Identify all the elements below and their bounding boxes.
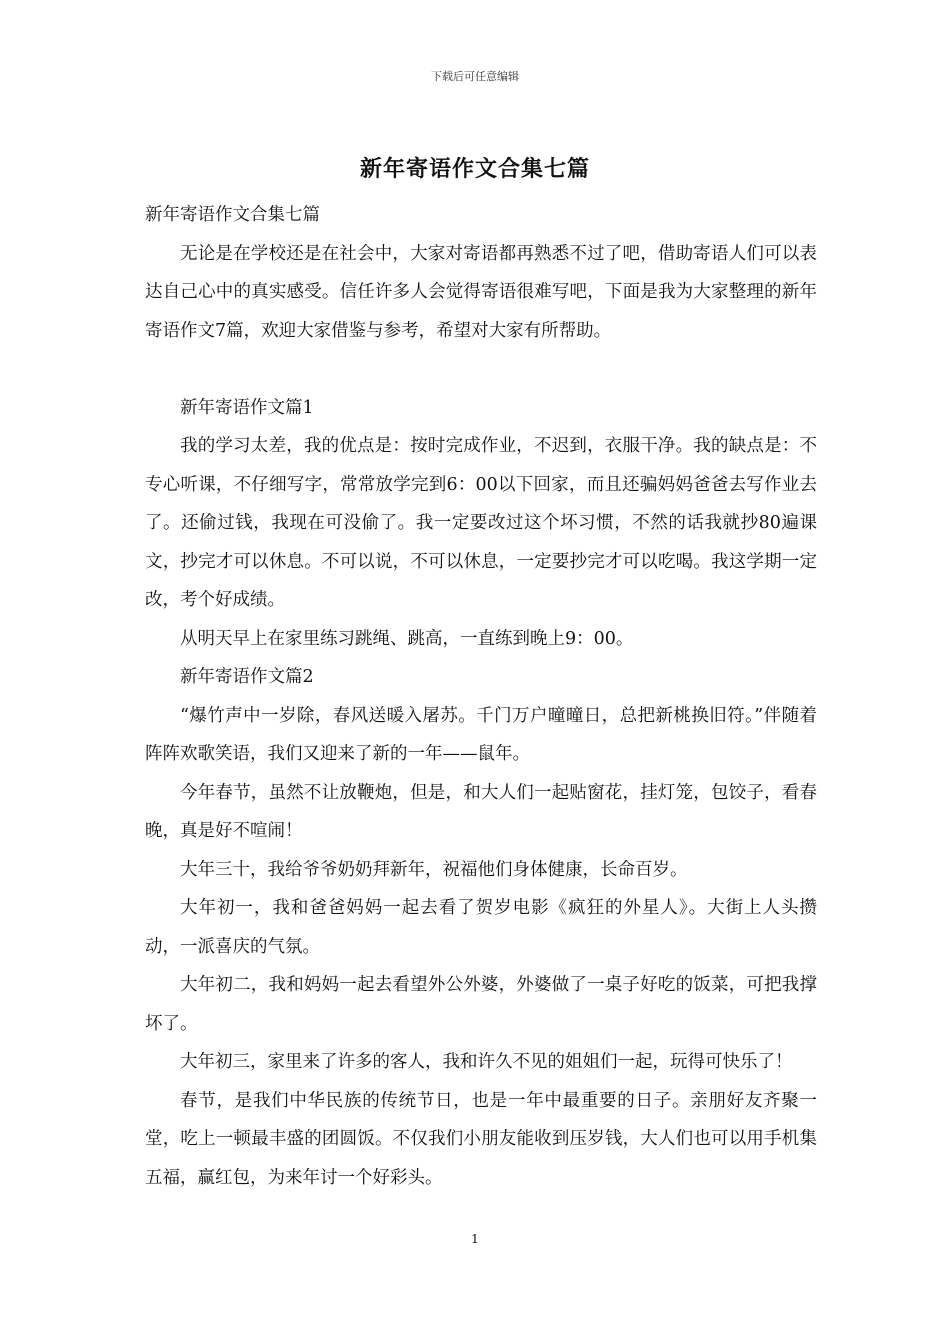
body-paragraph: 大年初二，我和妈妈一起去看望外公外婆，外婆做了一桌子好吃的饭菜，可把我撑坏了。: [145, 975, 817, 1034]
subtitle-paragraph: 新年寄语作文合集七篇: [145, 205, 320, 225]
body-paragraph: 大年初三，家里来了许多的客人，我和许久不见的姐姐们一起，玩得可快乐了！: [180, 1052, 793, 1072]
body-paragraph: 我的学习太差，我的优点是：按时完成作业，不迟到，衣服干净。我的缺点是：不专心听课，不仔细写字，常常放学完到6：00以下回家，而且还骗妈妈爸爸去写作业去了。还偷过钱，我现在可没偷了。我一定要改过这个坏习惯，不然的话我就抄80遍课文，抄完才可以休息。不可以说，不可以休息，一定要抄完才可以吃喝。我这学期一定改，考个好成绩。: [145, 436, 817, 610]
body-paragraph: 今年春节，虽然不让放鞭炮，但是，和大人们一起贴窗花，挂灯笼，包饺子，看春晚，真是好不喧闹！: [145, 782, 817, 841]
body-paragraph: 大年初一，我和爸爸妈妈一起去看了贺岁电影《疯狂的外星人》。大街上人头攒动，一派喜庆的气氛。: [145, 898, 817, 957]
body-paragraph: 春节，是我们中华民族的传统节日，也是一年中最重要的日子。亲朋好友齐聚一堂，吃上一顿最丰盛的团圆饭。不仅我们小朋友能收到压岁钱，大人们也可以用手机集五福，赢红包，为来年讨一个好彩头。: [145, 1090, 817, 1188]
header-note: 下载后可任意编辑: [431, 70, 519, 83]
section-heading-2: 新年寄语作文篇2: [180, 667, 314, 687]
intro-paragraph: 无论是在学校还是在社会中，大家对寄语都再熟悉不过了吧，借助寄语人们可以表达自己心中的真实感受。信任许多人会觉得寄语很难写吧，下面是我为大家整理的新年寄语作文7篇，欢迎大家借鉴与参考，希望对大家有所帮助。: [145, 243, 817, 341]
body-paragraph: 大年三十，我给爷爷奶奶拜新年，祝福他们身体健康，长命百岁。: [180, 859, 688, 880]
blank-line: [145, 350, 817, 389]
body-paragraph: 从明天早上在家里练习跳绳、跳高，一直练到晚上9：00。: [180, 628, 634, 649]
section-heading-1: 新年寄语作文篇1: [180, 397, 314, 418]
document-title: 新年寄语作文合集七篇: [359, 156, 590, 182]
document-body: [145, 196, 817, 1197]
page-number: 1: [471, 1232, 479, 1246]
body-paragraph: “爆竹声中一岁除，春风送暖入屠苏。千门万户曈曈日，总把新桃换旧符。”伴随着阵阵欢歌笑语，我们又迎来了新的一年——鼠年。: [145, 705, 817, 764]
